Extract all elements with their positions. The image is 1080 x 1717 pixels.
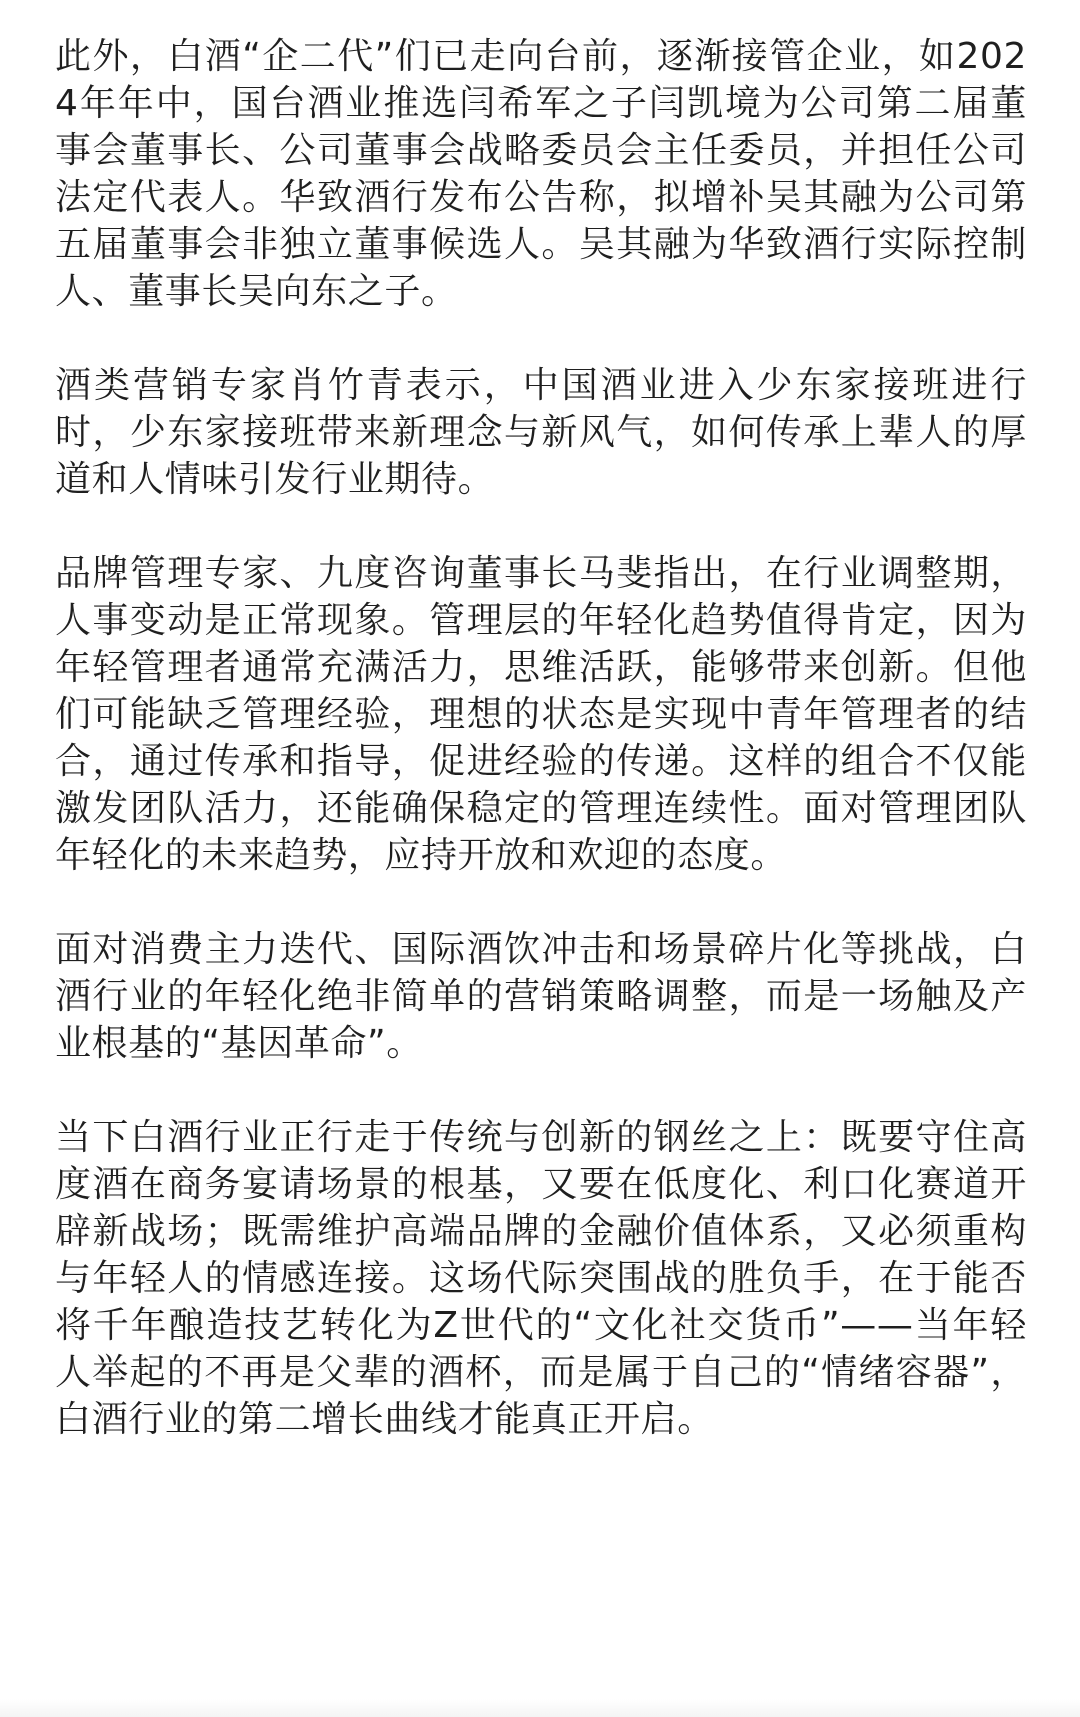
paragraph-expert-xiao: 酒类营销专家肖竹青表示，中国酒业进入少东家接班进行时，少东家接班带来新理念与新风气，如何传承上辈人的厚道和人情味引发行业期待。 — [55, 365, 1027, 500]
paragraph-expert-ma: 品牌管理专家、九度咨询董事长马斐指出，在行业调整期，人事变动是正常现象。管理层的年轻化趋势值得肯定，因为年轻管理者通常充满活力，思维活跃，能够带来创新。但他们可能缺乏管理经验，理想的状态是实现中青年管理者的结合，通过传承和指导，促进经验的传递。这样的组合不仅能激发团队活力，还能确保稳定的管理连续性。面对管理团队年轻化的未来趋势，应持开放和欢迎的态度。 — [55, 553, 1027, 876]
paragraph-successors: 此外，白酒“企二代”们已走向台前，逐渐接管企业，如2024年年中，国台酒业推选闫希军之子闫凯境为公司第二届董事会董事长、公司董事会战略委员会主任委员，并担任公司法定代表人。华致酒行发布公告称，拟增补吴其融为公司第五届董事会非独立董事候选人。吴其融为华致酒行实际控制人、董事长吴向东之子。 — [55, 36, 1027, 312]
paragraph-challenges: 面对消费主力迭代、国际酒饮冲击和场景碎片化等挑战，白酒行业的年轻化绝非简单的营销策略调整，而是一场触及产业根基的“基因革命”。 — [55, 929, 1027, 1064]
paragraph-outlook: 当下白酒行业正行走于传统与创新的钢丝之上：既要守住高度酒在商务宴请场景的根基，又要在低度化、利口化赛道开辟新战场；既需维护高端品牌的金融价值体系，又必须重构与年轻人的情感连接。这场代际突围战的胜负手，在于能否将千年酿造技艺转化为Z世代的“文化社交货币”——当年轻人举起的不再是父辈的酒杯，而是属于自己的“情绪容器”，白酒行业的第二增长曲线才能真正开启。 — [55, 1117, 1027, 1440]
bottom-fade — [0, 1699, 1080, 1717]
